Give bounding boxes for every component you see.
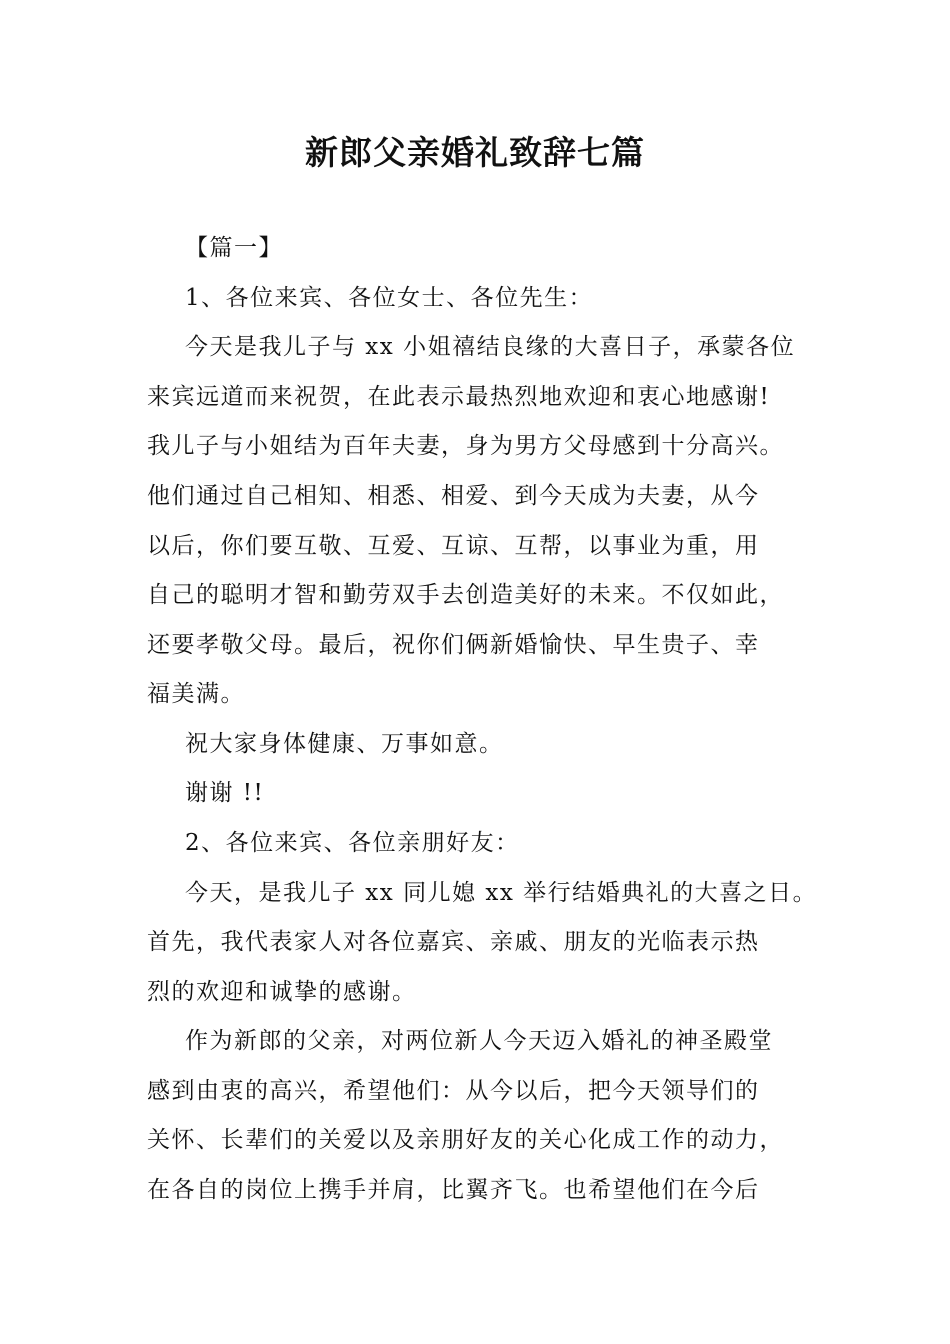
paragraph-line: 烈的欢迎和诚挚的感谢。 [147, 979, 417, 1005]
paragraph-line: 福美满。 [147, 681, 245, 707]
paragraph-line: 今天，是我儿子 xx 同儿媳 xx 举行结婚典礼的大喜之日。 [185, 880, 818, 906]
paragraph-line: 自己的聪明才智和勤劳双手去创造美好的未来。不仅如此， [147, 582, 784, 608]
paragraph-line: 他们通过自己相知、相悉、相爱、到今天成为夫妻，从今 [147, 483, 760, 509]
paragraph-line: 来宾远道而来祝贺，在此表示最热烈地欢迎和衷心地感谢! [147, 384, 771, 410]
paragraph-line: 2、各位来宾、各位亲朋好友： [185, 830, 520, 856]
paragraph-line: 在各自的岗位上携手并肩，比翼齐飞。也希望他们在今后 [147, 1177, 760, 1203]
document-title: 新郎父亲婚礼致辞七篇 [305, 133, 645, 172]
paragraph-line: 今天是我儿子与 xx 小姐禧结良缘的大喜日子，承蒙各位 [185, 334, 796, 360]
paragraph-line: 以后，你们要互敬、互爱、互谅、互帮，以事业为重，用 [147, 533, 760, 559]
paragraph-line: 谢谢 !! [185, 780, 265, 806]
paragraph-line: 首先，我代表家人对各位嘉宾、亲戚、朋友的光临表示热 [147, 929, 760, 955]
paragraph-line: 还要孝敬父母。最后，祝你们俩新婚愉快、早生贵子、幸 [147, 632, 760, 658]
paragraph-line: 作为新郎的父亲，对两位新人今天迈入婚礼的神圣殿堂 [185, 1028, 773, 1054]
section-heading: 【篇一】 [185, 235, 283, 261]
paragraph-line: 我儿子与小姐结为百年夫妻，身为男方父母感到十分高兴。 [147, 433, 784, 459]
paragraph-line: 关怀、长辈们的关爱以及亲朋好友的关心化成工作的动力， [147, 1127, 784, 1153]
paragraph-line: 祝大家身体健康、万事如意。 [185, 731, 504, 757]
paragraph-line: 感到由衷的高兴，希望他们：从今以后，把今天领导们的 [147, 1078, 760, 1104]
paragraph-line: 1、各位来宾、各位女士、各位先生： [185, 285, 594, 311]
